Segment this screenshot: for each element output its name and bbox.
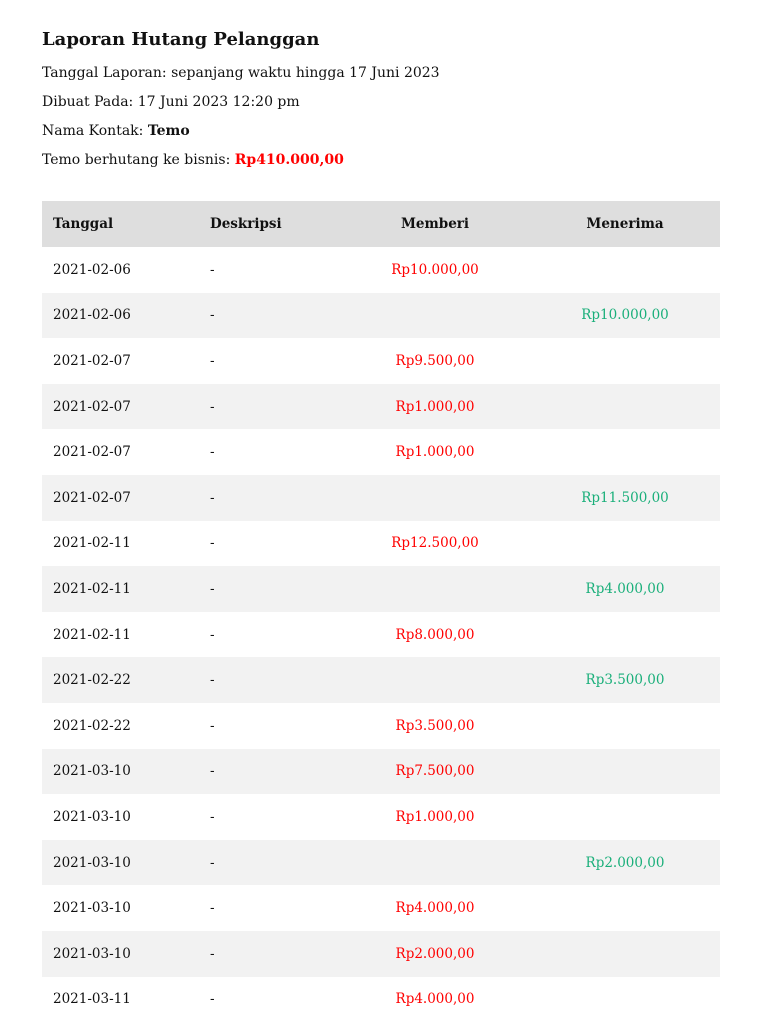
cell-date: 2021-02-06 xyxy=(53,261,131,278)
cell-description: - xyxy=(210,398,215,415)
cell-give: Rp4.000,00 xyxy=(395,991,475,1008)
cell-receive xyxy=(530,384,720,430)
table-row xyxy=(42,247,720,293)
cell-description: - xyxy=(210,854,215,871)
cell-give: Rp3.500,00 xyxy=(395,717,475,734)
cell-description: - xyxy=(210,307,215,324)
table-row xyxy=(42,794,720,840)
cell-give: Rp8.000,00 xyxy=(395,626,475,643)
cell-give xyxy=(340,566,530,612)
cell-description: - xyxy=(210,626,215,643)
table-row xyxy=(42,384,720,430)
cell-give xyxy=(340,657,530,703)
contact-label: Nama Kontak: xyxy=(42,123,148,139)
cell-description: - xyxy=(210,991,215,1008)
cell-date: 2021-02-11 xyxy=(53,626,131,643)
cell-receive xyxy=(530,749,720,795)
cell-receive: Rp11.500,00 xyxy=(581,489,669,506)
header-description: Deskripsi xyxy=(210,216,282,232)
table-row xyxy=(42,840,720,886)
table-row xyxy=(42,429,720,475)
contact-name: Temo xyxy=(147,123,190,139)
cell-give xyxy=(340,475,530,521)
cell-give: Rp2.000,00 xyxy=(395,945,475,962)
table-row xyxy=(42,749,720,795)
table-row xyxy=(42,977,720,1023)
cell-receive xyxy=(530,612,720,658)
table-row xyxy=(42,475,720,521)
table-row xyxy=(42,293,720,339)
cell-description: - xyxy=(210,808,215,825)
cell-receive xyxy=(530,885,720,931)
table-row xyxy=(42,612,720,658)
cell-give xyxy=(340,293,530,339)
cell-give: Rp4.000,00 xyxy=(395,900,475,917)
cell-receive xyxy=(530,931,720,977)
cell-date: 2021-02-07 xyxy=(53,489,131,506)
table-row xyxy=(42,338,720,384)
cell-description: - xyxy=(210,489,215,506)
cell-date: 2021-03-10 xyxy=(53,900,131,917)
cell-give: Rp9.500,00 xyxy=(395,352,475,369)
cell-receive xyxy=(530,338,720,384)
cell-description: - xyxy=(210,261,215,278)
created-at: Dibuat Pada: 17 Juni 2023 12:20 pm xyxy=(42,94,300,110)
table-row xyxy=(42,931,720,977)
table-row xyxy=(42,703,720,749)
cell-give: Rp10.000,00 xyxy=(391,261,479,278)
cell-date: 2021-03-10 xyxy=(53,808,131,825)
cell-date: 2021-03-10 xyxy=(53,763,131,780)
cell-date: 2021-03-10 xyxy=(53,854,131,871)
debt-label: Temo berhutang ke bisnis: xyxy=(42,152,235,168)
cell-date: 2021-03-10 xyxy=(53,945,131,962)
cell-date: 2021-02-07 xyxy=(53,352,131,369)
cell-description: - xyxy=(210,580,215,597)
contact-line xyxy=(42,122,726,140)
cell-description: - xyxy=(210,717,215,734)
cell-receive xyxy=(530,247,720,293)
cell-description: - xyxy=(210,900,215,917)
cell-receive xyxy=(530,977,720,1023)
cell-date: 2021-02-07 xyxy=(53,398,131,415)
cell-receive xyxy=(530,794,720,840)
cell-receive xyxy=(530,521,720,567)
report-date: Tanggal Laporan: sepanjang waktu hingga 17 Juni 2023 xyxy=(42,65,440,81)
table-row xyxy=(42,521,720,567)
debt-amount: Rp410.000,00 xyxy=(234,152,344,168)
cell-description: - xyxy=(210,672,215,689)
cell-description: - xyxy=(210,945,215,962)
cell-date: 2021-02-06 xyxy=(53,307,131,324)
table-row xyxy=(42,657,720,703)
header-receive: Menerima xyxy=(586,216,664,232)
cell-receive: Rp4.000,00 xyxy=(585,580,665,597)
cell-receive: Rp2.000,00 xyxy=(585,854,665,871)
cell-give: Rp7.500,00 xyxy=(395,763,475,780)
header-date: Tanggal xyxy=(53,216,114,232)
table-header xyxy=(42,201,720,247)
cell-date: 2021-02-22 xyxy=(53,672,131,689)
cell-receive: Rp10.000,00 xyxy=(581,307,669,324)
cell-date: 2021-02-07 xyxy=(53,444,131,461)
cell-date: 2021-02-11 xyxy=(53,580,131,597)
header-give: Memberi xyxy=(400,216,470,232)
cell-receive: Rp3.500,00 xyxy=(585,672,665,689)
cell-date: 2021-02-11 xyxy=(53,535,131,552)
cell-give: Rp12.500,00 xyxy=(391,535,479,552)
cell-receive xyxy=(530,429,720,475)
cell-date: 2021-03-11 xyxy=(53,991,131,1008)
table-row xyxy=(42,885,720,931)
transactions-table xyxy=(42,201,720,1022)
cell-description: - xyxy=(210,535,215,552)
cell-description: - xyxy=(210,444,215,461)
cell-description: - xyxy=(210,352,215,369)
table-row xyxy=(42,566,720,612)
cell-receive xyxy=(530,703,720,749)
cell-give: Rp1.000,00 xyxy=(395,398,475,415)
cell-give xyxy=(340,840,530,886)
table-body xyxy=(42,247,720,1022)
cell-description: - xyxy=(210,763,215,780)
cell-date: 2021-02-22 xyxy=(53,717,131,734)
cell-give: Rp1.000,00 xyxy=(395,808,475,825)
header-row xyxy=(42,201,720,247)
report-title: Laporan Hutang Pelanggan xyxy=(42,29,320,50)
cell-give: Rp1.000,00 xyxy=(395,444,475,461)
debt-line xyxy=(42,151,726,169)
